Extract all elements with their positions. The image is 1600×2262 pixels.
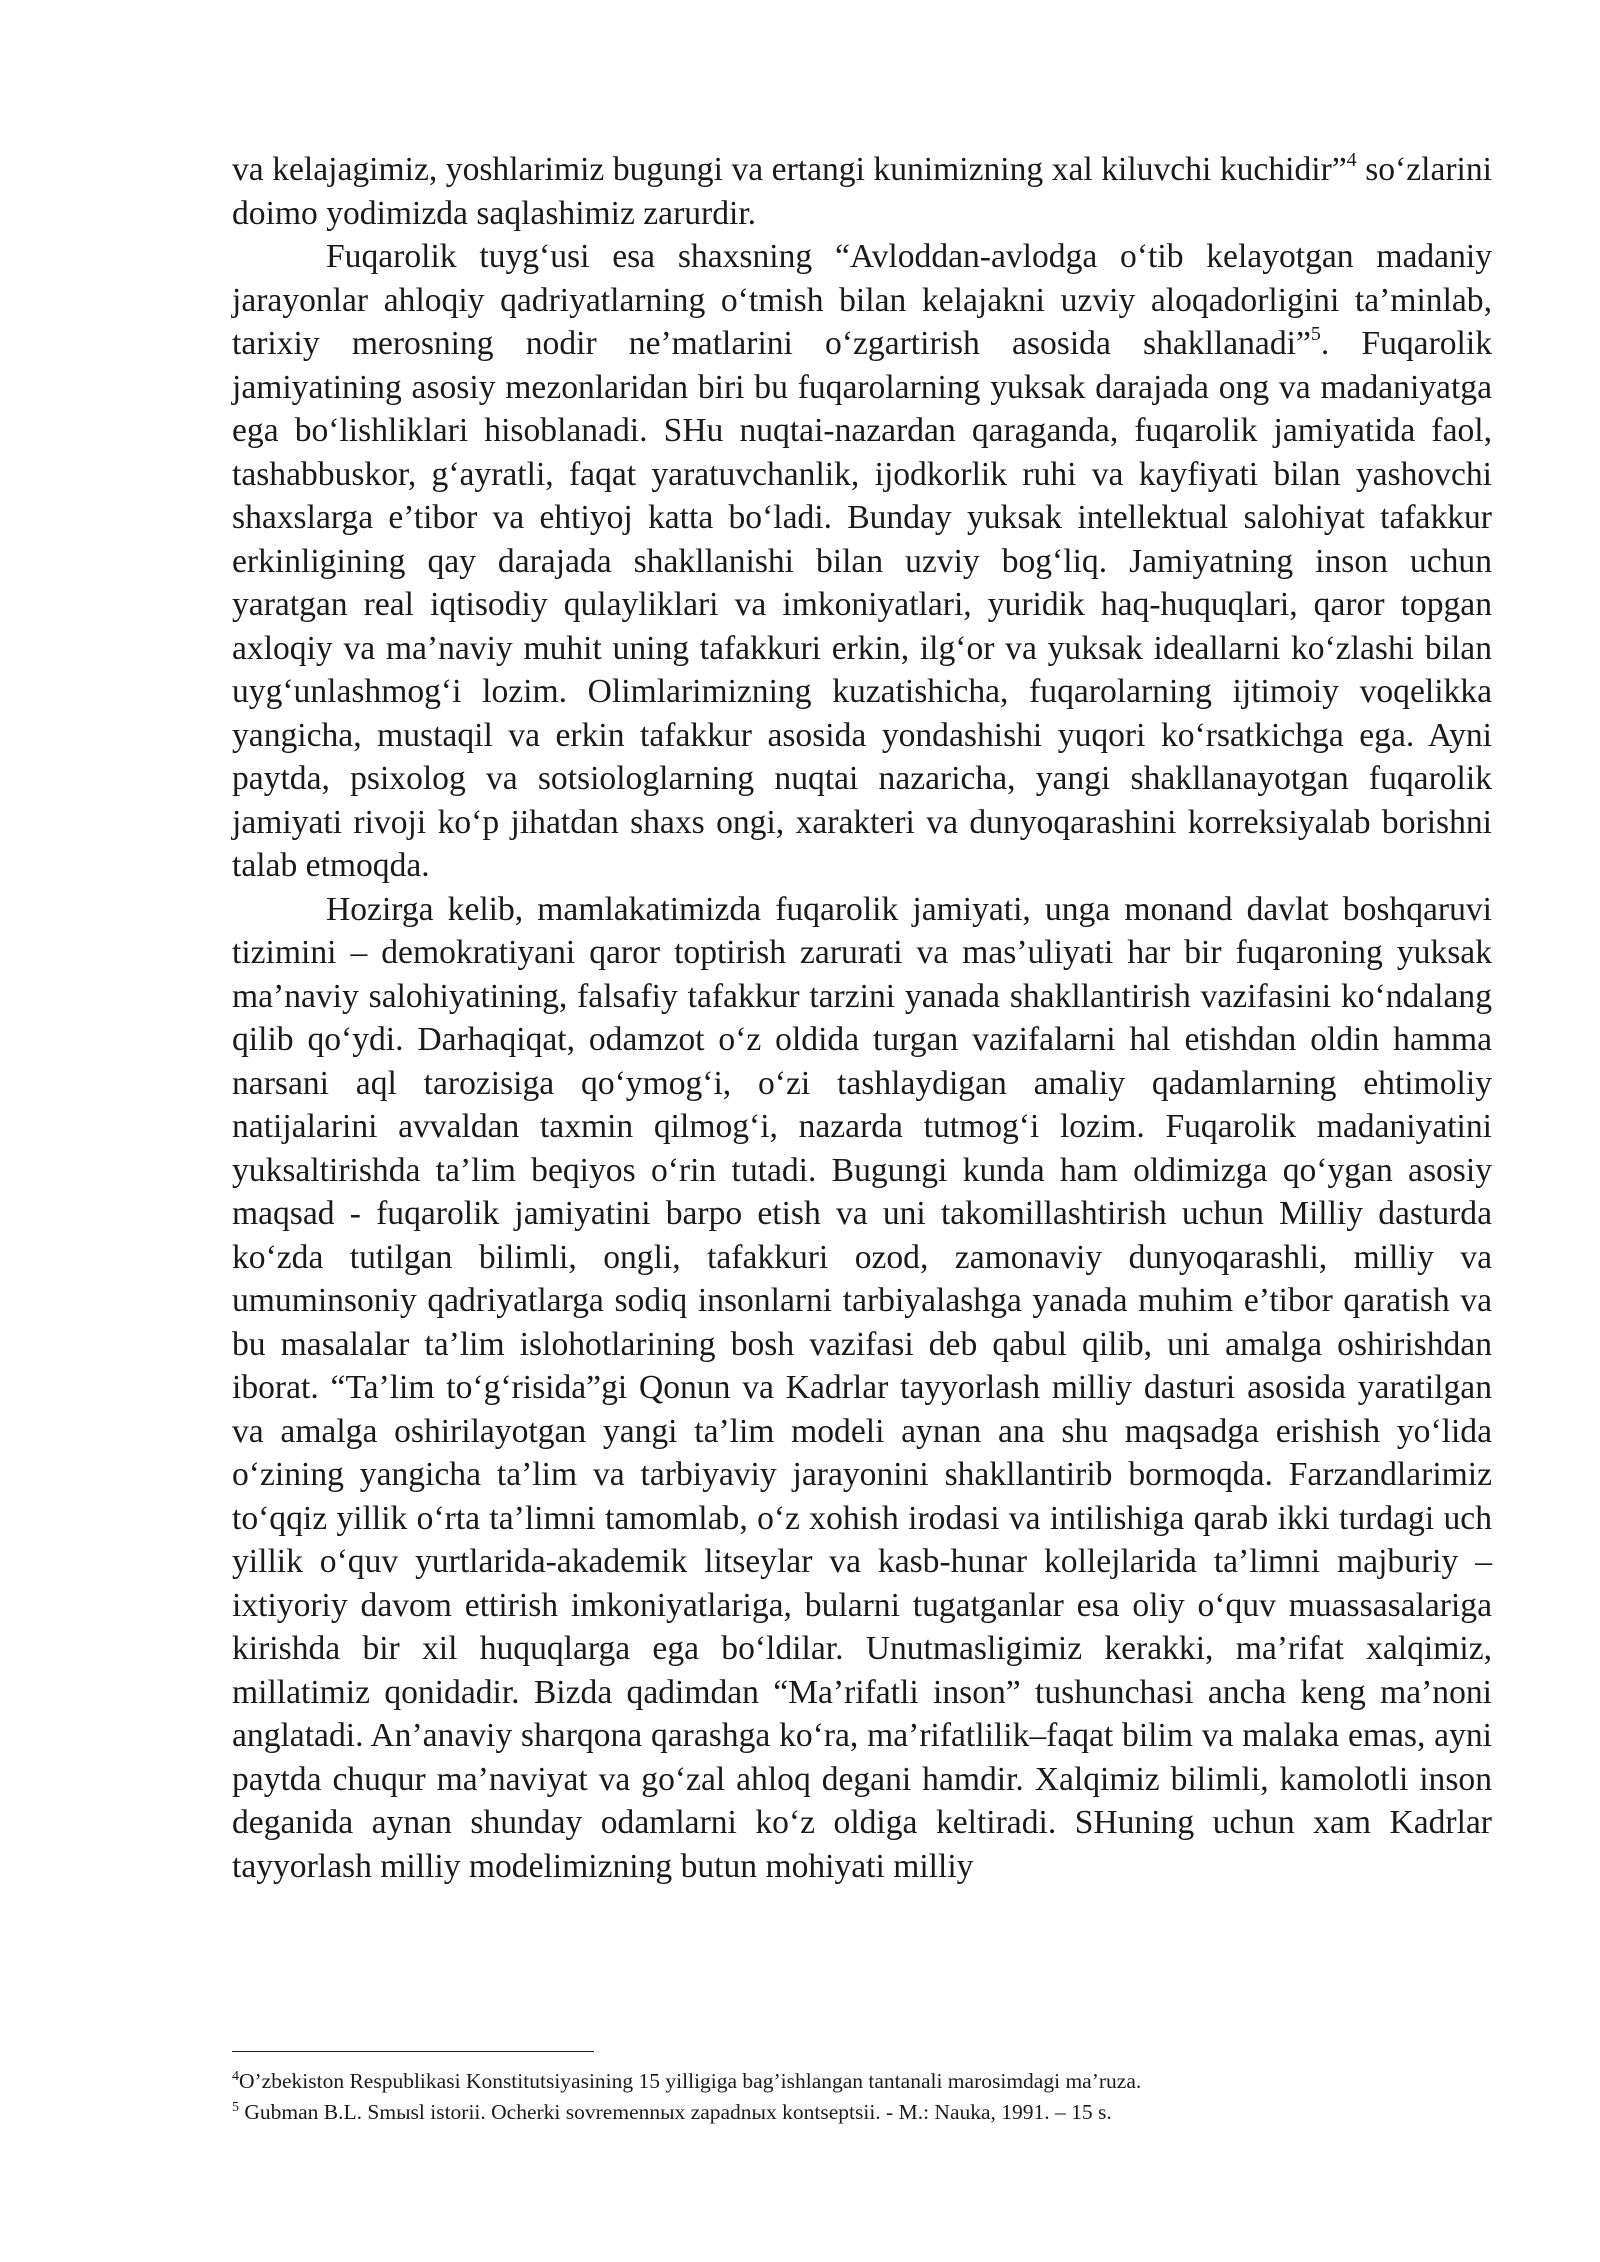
footnotes	[232, 2066, 1492, 2128]
footnote-separator	[232, 2051, 594, 2052]
footnote-number: 4	[232, 2069, 239, 2084]
footnote-number: 5	[232, 2100, 239, 2115]
paragraph	[232, 235, 1492, 888]
paragraph-text: Fuqarolik tuyg‘usi esa shaxsning “Avloddan-avlodga o‘tib kelayotgan madaniy jarayonlar ahloqiy qadriyatlarning o‘tmish bilan kelajakni uzviy aloqadorligini ta’minlab, tarixiy merosning nodir ne’matlarini o‘zgartirish asosida shakllanadi”	[232, 238, 1492, 362]
footnote-reference: 4	[1346, 149, 1357, 171]
footnote	[232, 2066, 1492, 2097]
footnote-reference: 5	[1310, 323, 1321, 345]
paragraph	[232, 148, 1492, 235]
paragraph-text: Hozirga kelib, mamlakatimizda fuqarolik jamiyati, unga monand davlat boshqaruvi tizimini – demokratiyani qaror toptirish zarurati va mas’uliyati har bir fuqaroning yuksak ma’naviy salohiyatining, falsafiy tafakkur tarzini yanada shakllantirish vazifasini ko‘ndalang qilib qo‘ydi. Darhaqiqat, odamzot o‘z oldida turgan vazifalarni hal etishdan oldin hamma narsani aql tarozisiga qo‘ymog‘i, o‘zi tashlaydigan amaliy qadamlarning ehtimoliy natijalarini avvaldan taxmin qilmog‘i, nazarda tutmog‘i lozim. Fuqarolik madaniyatini yuksaltirishda ta’lim beqiyos o‘rin tutadi. Bugungi kunda ham oldimizga qo‘ygan asosiy maqsad - fuqarolik jamiyatini barpo etish va uni takomillashtirish uchun Milliy dasturda ko‘zda tutilgan bilimli, ongli, tafakkuri ozod, zamonaviy dunyoqarashli, milliy va umuminsoniy qadriyatlarga sodiq insonlarni tarbiyalashga yanada muhim e’tibor qaratish va bu masalalar ta’lim islohotlarining bosh vazifasi deb qabul qilib, uni amalga oshirishdan iborat. “Ta’lim to‘g‘risida”gi Qonun va Kadrlar tayyorlash milliy dasturi asosida yaratilgan va amalga oshirilayotgan yangi ta’lim modeli aynan ana shu maqsadga erishish yo‘lida o‘zining yangicha ta’lim va tarbiyaviy jarayonini shakllantirib bormoqda. Farzandlarimiz to‘qqiz yillik o‘rta ta’limni tamomlab, o‘z xohish irodasi va intilishiga qarab ikki turdagi uch yillik o‘quv yurtlarida-akademik litseylar va kasb-hunar kollejlarida ta’limni majburiy – ixtiyoriy davom ettirish imkoniyatlariga, bularni tugatganlar esa oliy o‘quv muassasalariga kirishda bir xil huquqlarga ega bo‘ldilar. Unutmasligimiz kerakki, ma’rifat xalqimiz, millatimiz qonidadir. Bizda qadimdan “Ma’rifatli inson” tushunchasi ancha keng ma’noni anglatadi. An’anaviy sharqona qarashga ko‘ra, ma’rifatlilik–faqat bilim va malaka emas, ayni paytda chuqur ma’naviyat va go‘zal ahloq degani hamdir. Xalqimiz bilimli, kamolotli inson deganida aynan shunday odamlarni ko‘z oldiga keltiradi. SHuning uchun xam Kadrlar tayyorlash milliy modelimizning butun mohiyati milliy	[232, 890, 1492, 1885]
paragraph-text: va kelajagimiz, yoshlarimiz bugungi va ertangi kunimizning xal kiluvchi kuchidir”	[232, 151, 1347, 188]
footnote-text: O’zbekiston Respublikasi Konstitutsiyasining 15 yilligiga bag’ishlangan tantanali marosimdagi ma’ruza.	[239, 2069, 1142, 2093]
paragraph	[232, 888, 1492, 1889]
paragraph-text: so‘zlarini doimo yodimizda saqlashimiz zarurdir.	[232, 151, 1492, 232]
page-body	[232, 148, 1492, 1888]
footnote-text: Gubman B.L. Smыsl istorii. Ocherki sovremennыx zapadnыx kontseptsii. - M.: Nauka, 1991. – 15 s.	[239, 2100, 1112, 2124]
footnote	[232, 2097, 1492, 2128]
paragraph-text: . Fuqarolik jamiyatining asosiy mezonlaridan biri bu fuqarolarning yuksak darajada ong va madaniyatga ega bo‘lishliklari hisoblanadi. SHu nuqtai-nazardan qaraganda, fuqarolik jamiyatida faol, tashabbuskor, g‘ayratli, faqat yaratuvchanlik, ijodkorlik ruhi va kayfiyati bilan yashovchi shaxslarga e’tibor va ehtiyoj katta bo‘ladi. Bunday yuksak intellektual salohiyat tafakkur erkinligining qay darajada shakllanishi bilan uzviy bog‘liq. Jamiyatning inson uchun yaratgan real iqtisodiy qulayliklari va imkoniyatlari, yuridik haq-huquqlari, qaror topgan axloqiy va ma’naviy muhit uning tafakkuri erkin, ilg‘or va yuksak ideallarni ko‘zlashi bilan uyg‘unlashmog‘i lozim. Olimlarimizning kuzatishicha, fuqarolarning ijtimoiy voqelikka yangicha, mustaqil va erkin tafakkur asosida yondashishi yuqori ko‘rsatkichga ega. Ayni paytda, psixolog va sotsiologlarning nuqtai nazaricha, yangi shakllanayotgan fuqarolik jamiyati rivoji ko‘p jihatdan shaxs ongi, xarakteri va dunyoqarashini korreksiyalab borishni talab etmoqda.	[232, 325, 1492, 884]
